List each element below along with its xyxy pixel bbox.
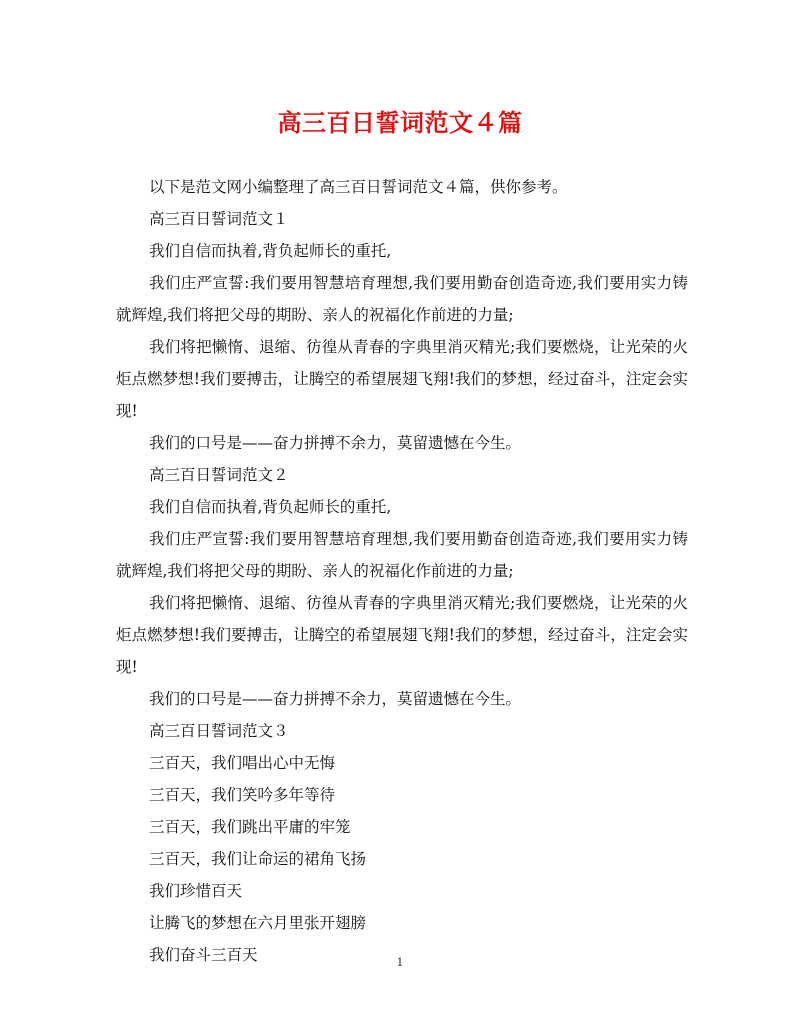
verse-line: 三百天，我们跳出平庸的牢笼	[149, 818, 351, 836]
paragraph: 我们将把懒惰、退缩、彷徨从青春的字典里消灭精光;我们要燃烧，让光荣的火炬点燃梦想!我们要搏击，让腾空的希望展翅飞翔!我们的梦想，经过奋斗，注定会实现!	[116, 338, 688, 420]
verse-line: 三百天，我们让命运的裙角飞扬	[149, 850, 367, 868]
paragraph: 我们将把懒惰、退缩、彷徨从青春的字典里消灭精光;我们要燃烧，让光荣的火炬点燃梦想!我们要搏击，让腾空的希望展翅飞翔!我们的梦想，经过奋斗，注定会实现!	[116, 594, 688, 676]
paragraph: 我们自信而执着,背负起师长的重托,	[149, 242, 392, 260]
verse-line: 让腾飞的梦想在六月里张开翅膀	[149, 914, 367, 932]
paragraph: 我们庄严宣誓:我们要用智慧培育理想,我们要用勤奋创造奇迹,我们要用实力铸就辉煌,我们将把父母的期盼、亲人的祝福化作前进的力量;	[116, 530, 688, 580]
paragraph: 我们的口号是——奋力拼搏不余力，莫留遗憾在今生。	[149, 690, 522, 708]
verse-line: 三百天，我们笑吟多年等待	[149, 786, 336, 804]
paragraph: 我们自信而执着,背负起师长的重托,	[149, 498, 392, 516]
paragraph: 我们庄严宣誓:我们要用智慧培育理想,我们要用勤奋创造奇迹,我们要用实力铸就辉煌,我们将把父母的期盼、亲人的祝福化作前进的力量;	[116, 274, 688, 324]
section-heading-2: 高三百日誓词范文２	[149, 466, 289, 484]
intro-paragraph: 以下是范文网小编整理了高三百日誓词范文４篇，供你参考。	[149, 178, 568, 196]
section-heading-3: 高三百日誓词范文３	[149, 722, 289, 740]
document-body	[116, 171, 688, 971]
document-title: 高三百日誓词范文４篇	[277, 108, 523, 137]
page-number: 1	[396, 956, 404, 969]
verse-line: 我们珍惜百天	[149, 882, 243, 900]
section-heading-1: 高三百日誓词范文１	[149, 210, 289, 228]
paragraph: 我们的口号是——奋力拼搏不余力，莫留遗憾在今生。	[149, 434, 522, 452]
verse-line: 三百天，我们唱出心中无悔	[149, 754, 336, 772]
verse-line: 我们奋斗三百天	[149, 946, 258, 964]
